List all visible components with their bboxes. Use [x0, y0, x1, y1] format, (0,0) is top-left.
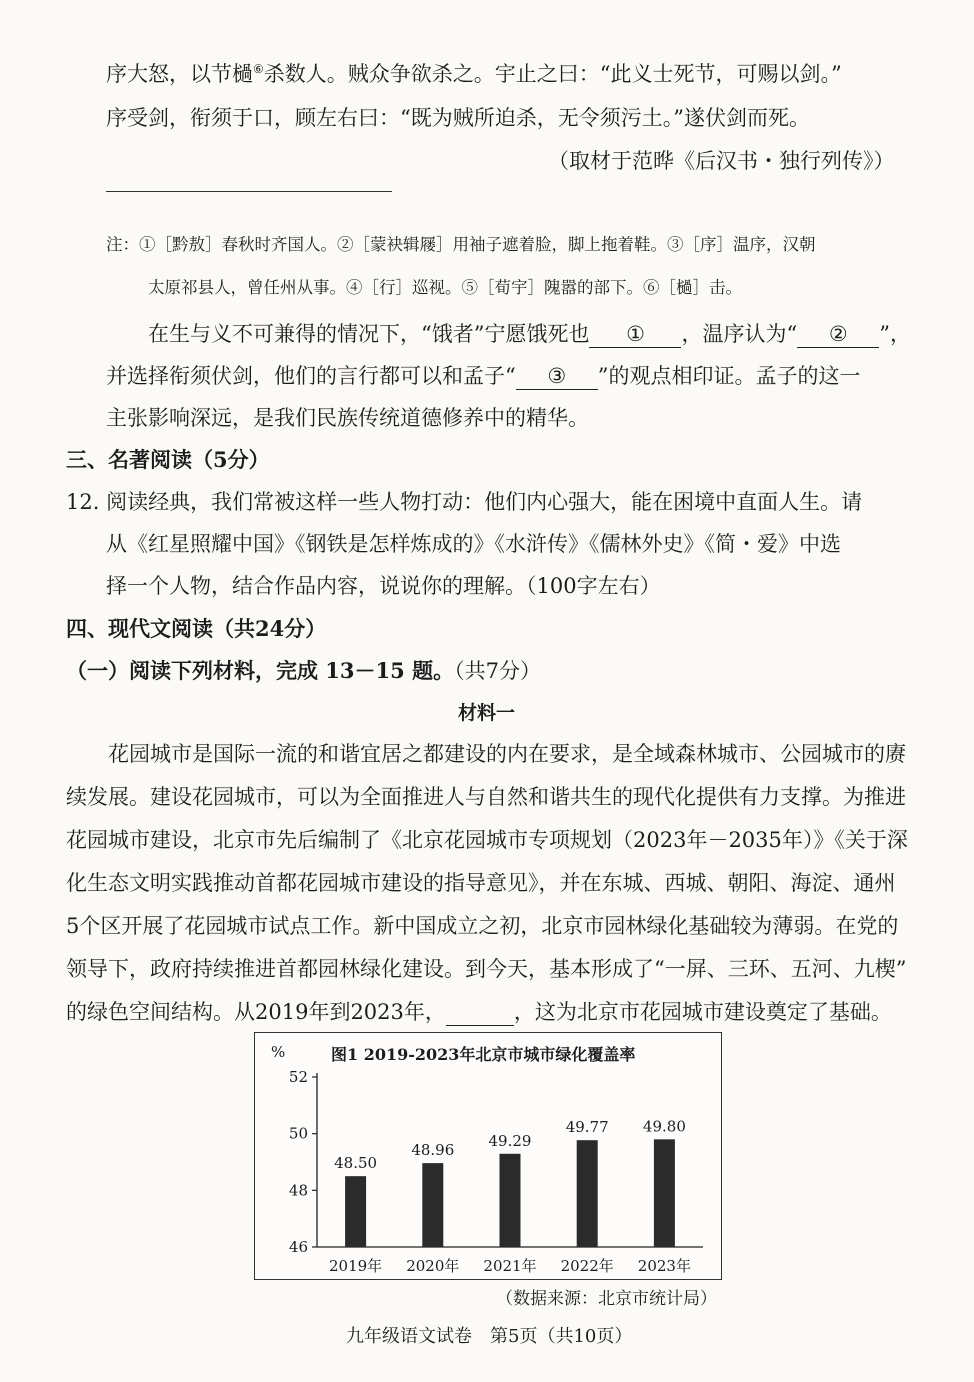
q11-text-b: ，温序认为“	[681, 322, 798, 346]
section-4-heading: 四、现代文阅读（共24分）	[66, 616, 327, 641]
page-footer: 九年级语文试卷 第5页（共10页）	[346, 1326, 633, 1347]
material-1-line-3: 花园城市建设，北京市先后编制了《北京花园城市专项规划（2023年－2035年）》《关于深	[66, 828, 908, 852]
passage-line-1-text: 序大怒，以节檛	[106, 62, 253, 86]
bar-2023年	[654, 1139, 675, 1247]
q11-text-c: ”，	[879, 322, 911, 346]
passage-line-1-rest: 杀数人。贼众争欲杀之。宇止之曰：“此义士死节，可赐以剑。”	[263, 62, 842, 86]
y-tick-label: 50	[288, 1124, 308, 1143]
material-1-title: 材料一	[458, 702, 516, 724]
y-tick-label: 46	[288, 1238, 308, 1256]
x-tick-label: 2019年	[329, 1257, 383, 1275]
bar-2019年	[345, 1176, 366, 1247]
q11-text-d: 并选择衔须伏剑，他们的言行都可以和孟子“	[106, 364, 516, 388]
greening-coverage-chart	[254, 1032, 722, 1280]
material-1-line-5: 5个区开展了花园城市试点工作。新中国成立之初，北京市园林绿化基础较为薄弱。在党的	[66, 914, 899, 938]
passage-line-1	[106, 58, 842, 88]
x-tick-label: 2023年	[637, 1257, 691, 1275]
passage-source: （取材于范晔《后汉书・独行列传》）	[548, 149, 895, 173]
notes-line-2: 太原祁县人，曾任州从事。④［行］巡视。⑤［荀宇］隗嚣的部下。⑥［檛］击。	[148, 278, 742, 297]
bar-value-label: 49.77	[565, 1118, 609, 1137]
notes-line-1: 注：①［黔敖］春秋时齐国人。②［蒙袂辑屦］用袖子遮着脸，脚上拖着鞋。③［序］温序，汉朝	[106, 235, 816, 254]
material-1-line-1: 花园城市是国际一流的和谐宜居之都建设的内在要求，是全域森林城市、公园城市的赓	[108, 742, 906, 766]
passage-line-2: 序受剑，衔须于口，顾左右曰：“既为贼所迫杀，无令须污土。”遂伏剑而死。	[106, 106, 810, 130]
material-1-line-2: 续发展。建设花园城市，可以为全面推进人与自然和谐共生的现代化提供有力支撑。为推进	[66, 785, 906, 809]
x-tick-label: 2021年	[483, 1257, 537, 1275]
material-1-line-7-a: 的绿色空间结构。从2019年到2023年，	[66, 1000, 446, 1024]
q11-line-2	[106, 360, 860, 390]
section-3-heading: 三、名著阅读（5分）	[66, 447, 270, 472]
footnote-ref-6: ⑥	[253, 62, 264, 76]
material-1-line-6: 领导下，政府持续推进首都园林绿化建设。到今天，基本形成了“一屏、三环、五河、九楔”	[66, 957, 907, 981]
chart-title: 图1 2019-2023年北京市城市绿化覆盖率	[331, 1045, 636, 1064]
blank-material[interactable]	[446, 1000, 514, 1026]
material-1-line-4: 化生态文明实践推动首都花园城市建设的指导意见》，并在东城、西城、朝阳、海淀、通州	[66, 871, 896, 895]
material-1-line-7	[66, 996, 892, 1026]
q11-text-e: ”的观点相印证。孟子的这一	[597, 364, 861, 388]
x-tick-label: 2022年	[560, 1257, 614, 1275]
bar-value-label: 48.50	[334, 1154, 378, 1173]
y-axis-unit: %	[271, 1043, 286, 1061]
blank-1[interactable]: ①	[589, 322, 681, 348]
q11-line-1	[148, 318, 911, 348]
y-tick-label: 52	[288, 1068, 308, 1086]
q11-line-3: 主张影响深远，是我们民族传统道德修养中的精华。	[106, 406, 589, 430]
q12-line-1: 12. 阅读经典，我们常被这样一些人物打动：他们内心强大，能在困境中直面人生。请	[66, 490, 863, 514]
y-tick-label: 48	[288, 1181, 308, 1200]
bar-value-label: 49.29	[488, 1131, 532, 1150]
q12-line-3: 择一个人物，结合作品内容，说说你的理解。（100字左右）	[106, 574, 661, 598]
bar-value-label: 48.96	[411, 1141, 455, 1160]
bar-2020年	[422, 1163, 443, 1247]
chart-source: （数据来源：北京市统计局）	[496, 1289, 717, 1309]
blank-3[interactable]: ③	[516, 364, 598, 390]
q12-line-2: 从《红星照耀中国》《钢铁是怎样炼成的》《水浒传》《儒林外史》《简・爱》中选	[106, 532, 841, 556]
subsection-1-instruction: （一）阅读下列材料，完成 13－15 题。	[66, 658, 455, 683]
material-1-line-7-b: ，这为北京市花园城市建设奠定了基础。	[513, 1000, 892, 1024]
bar-value-label: 49.80	[642, 1117, 686, 1136]
notes-divider	[106, 191, 392, 192]
subsection-1-score: （共7分）	[454, 659, 541, 683]
bar-2021年	[500, 1154, 521, 1247]
blank-2[interactable]: ②	[797, 322, 879, 348]
q11-text-a: 在生与义不可兼得的情况下，“饿者”宁愿饿死也	[148, 322, 590, 346]
subsection-1-heading	[66, 655, 541, 685]
chart-svg	[255, 1033, 720, 1278]
x-tick-label: 2020年	[406, 1257, 460, 1275]
bar-2022年	[577, 1140, 598, 1247]
